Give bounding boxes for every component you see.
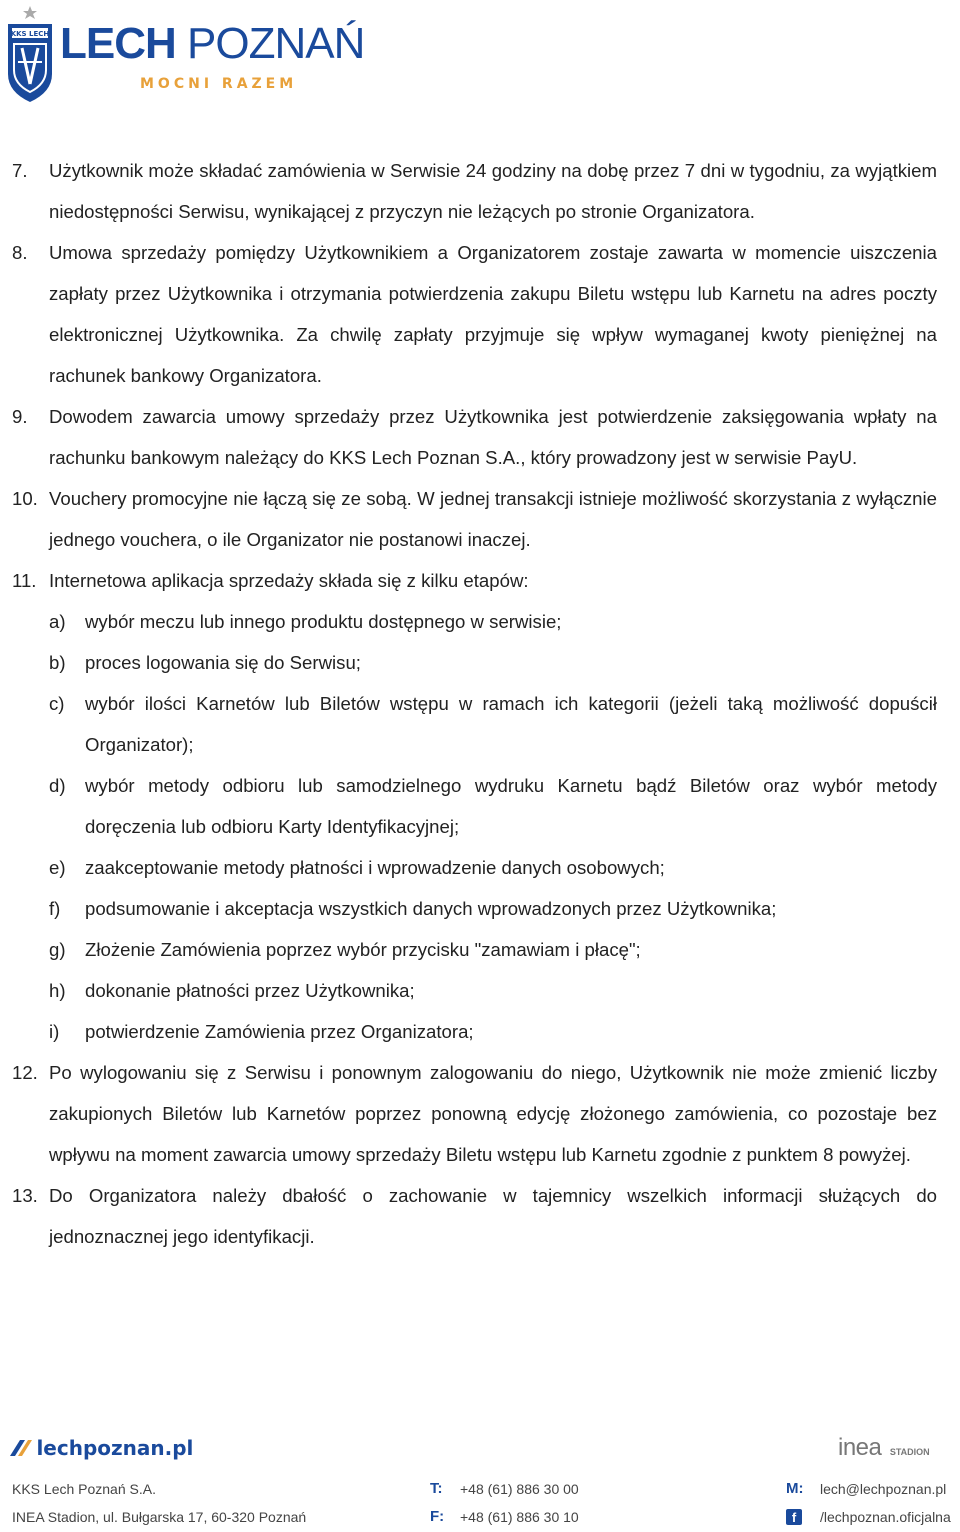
sub-item-letter: b) bbox=[49, 652, 66, 673]
sub-item-text: potwierdzenie Zamówienia przez Organizatora; bbox=[85, 1021, 474, 1042]
sub-item-letter: h) bbox=[49, 980, 66, 1001]
sub-item-text: zaakceptowanie metody płatności i wprowadzenie danych osobowych; bbox=[85, 857, 665, 878]
company-address: INEA Stadion, ul. Bułgarska 17, 60-320 Poznań bbox=[12, 1509, 307, 1525]
company-name: KKS Lech Poznań S.A. bbox=[12, 1481, 156, 1497]
inea-wordmark: inea bbox=[838, 1434, 882, 1461]
brand-name-bold: LECH bbox=[60, 19, 176, 68]
sub-list-item bbox=[12, 847, 937, 888]
footer-row bbox=[0, 1476, 960, 1502]
slash-mark-icon bbox=[10, 1440, 32, 1456]
email-link[interactable]: lech@lechpoznan.pl bbox=[820, 1481, 947, 1497]
item-number: 11. bbox=[12, 570, 37, 591]
fax-label: F: bbox=[430, 1508, 445, 1525]
brand-tagline: MOCNI RAZEM bbox=[140, 76, 298, 92]
sub-list-item bbox=[12, 888, 937, 929]
fax-number: +48 (61) 886 30 10 bbox=[460, 1509, 579, 1525]
facebook-link[interactable]: /lechpoznan.oficjalna bbox=[820, 1509, 951, 1525]
sub-item-text: wybór meczu lub innego produktu dostępnego w serwisie; bbox=[85, 611, 562, 632]
inea-stadion-logo bbox=[838, 1434, 930, 1462]
item-text: Vouchery promocyjne nie łączą się ze sobą. W jednej transakcji istnieje możliwość skorzystania z wyłącznie jednego vouchera, o ile Organizator nie postanowi inaczej. bbox=[49, 488, 937, 550]
sub-item-letter: f) bbox=[49, 898, 61, 919]
list-item bbox=[12, 396, 937, 478]
sub-list-item bbox=[12, 765, 937, 847]
facebook-icon[interactable]: f bbox=[786, 1509, 802, 1525]
phone-label: T: bbox=[430, 1480, 443, 1497]
footer-logos bbox=[0, 1428, 960, 1468]
page-header bbox=[0, 0, 960, 110]
terms-content bbox=[12, 150, 937, 1257]
phone-number[interactable]: +48 (61) 886 30 00 bbox=[460, 1481, 579, 1497]
item-text: Użytkownik może składać zamówienia w Serwisie 24 godziny na dobę przez 7 dni w tygodniu, za wyjątkiem niedostępności Serwisu, wynikającej z przyczyn nie leżących po stronie Organizatora. bbox=[49, 160, 937, 222]
sub-item-text: dokonanie płatności przez Użytkownika; bbox=[85, 980, 415, 1001]
list-item bbox=[12, 560, 937, 601]
list-item bbox=[12, 232, 937, 396]
list-item bbox=[12, 150, 937, 232]
sub-list-item bbox=[12, 929, 937, 970]
stadion-wordmark: STADION bbox=[889, 1447, 930, 1457]
sub-list-item bbox=[12, 1011, 937, 1052]
item-number: 10. bbox=[12, 488, 38, 509]
list-item bbox=[12, 1175, 937, 1257]
crest-text: KKS LECH bbox=[10, 30, 50, 38]
footer-row bbox=[0, 1504, 960, 1530]
sub-item-text: proces logowania się do Serwisu; bbox=[85, 652, 361, 673]
sub-list-item bbox=[12, 642, 937, 683]
item-text: Umowa sprzedaży pomiędzy Użytkownikiem a Organizatorem zostaje zawarta w momencie uiszczenia zapłaty przez Użytkownika i otrzymania potwierdzenia zakupu Biletu wstępu lub Karnetu na adres poczty elektronicznej Użytkownika. Za chwilę zapłaty przyjmuje się wpływ wymaganej kwoty pieniężnej na rachunek bankowy Organizatora. bbox=[49, 242, 937, 386]
brand-name-light: POZNAŃ bbox=[187, 19, 365, 68]
sub-item-text: wybór ilości Karnetów lub Biletów wstępu w ramach ich kategorii (jeżeli taką możliwość dopuścił Organizator); bbox=[85, 693, 937, 755]
sub-item-text: podsumowanie i akceptacja wszystkich danych wprowadzonych przez Użytkownika; bbox=[85, 898, 777, 919]
sub-list-item bbox=[12, 970, 937, 1011]
sub-item-letter: g) bbox=[49, 939, 66, 960]
mail-label: M: bbox=[786, 1480, 804, 1497]
sub-list-item bbox=[12, 683, 937, 765]
item-text: Dowodem zawarcia umowy sprzedaży przez Użytkownika jest potwierdzenie zaksięgowania wpłaty na rachunku bankowym należący do KKS Lech Poznan S.A., który prowadzony jest w serwisie PayU. bbox=[49, 406, 937, 468]
lechpoznan-logo[interactable] bbox=[10, 1436, 193, 1460]
brand-name bbox=[60, 19, 365, 68]
sub-item-letter: i) bbox=[49, 1021, 60, 1042]
site-name: lechpoznan.pl bbox=[36, 1436, 194, 1460]
sub-item-letter: a) bbox=[49, 611, 66, 632]
sub-item-text: wybór metody odbioru lub samodzielnego wydruku Karnetu bądź Biletów oraz wybór metody doręczenia lub odbioru Karty Identyfikacyjnej; bbox=[85, 775, 937, 837]
item-number: 9. bbox=[12, 406, 28, 427]
item-number: 13. bbox=[12, 1185, 38, 1206]
sub-item-text: Złożenie Zamówienia poprzez wybór przycisku "zamawiam i płacę"; bbox=[85, 939, 641, 960]
list-item bbox=[12, 478, 937, 560]
item-number: 8. bbox=[12, 242, 28, 263]
sub-list-item bbox=[12, 601, 937, 642]
item-text: Do Organizatora należy dbałość o zachowanie w tajemnicy wszelkich informacji służących do jednoznacznej jego identyfikacji. bbox=[49, 1185, 937, 1247]
sub-item-letter: d) bbox=[49, 775, 66, 796]
club-crest-icon bbox=[4, 4, 56, 109]
item-number: 12. bbox=[12, 1062, 38, 1083]
sub-item-letter: e) bbox=[49, 857, 66, 878]
item-text: Internetowa aplikacja sprzedaży składa się z kilku etapów: bbox=[49, 570, 529, 591]
list-item bbox=[12, 1052, 937, 1175]
sub-item-letter: c) bbox=[49, 693, 65, 714]
page-footer bbox=[0, 1476, 960, 1532]
item-text: Po wylogowaniu się z Serwisu i ponownym zalogowaniu do niego, Użytkownik nie może zmienić liczby zakupionych Biletów lub Karnetów poprzez ponowną edycję złożonego zamówienia, co pozostaje bez wpływu na moment zawarcia umowy sprzedaży Biletu wstępu lub Karnetu zgodnie z punktem 8 powyżej. bbox=[49, 1062, 937, 1165]
item-number: 7. bbox=[12, 160, 28, 181]
